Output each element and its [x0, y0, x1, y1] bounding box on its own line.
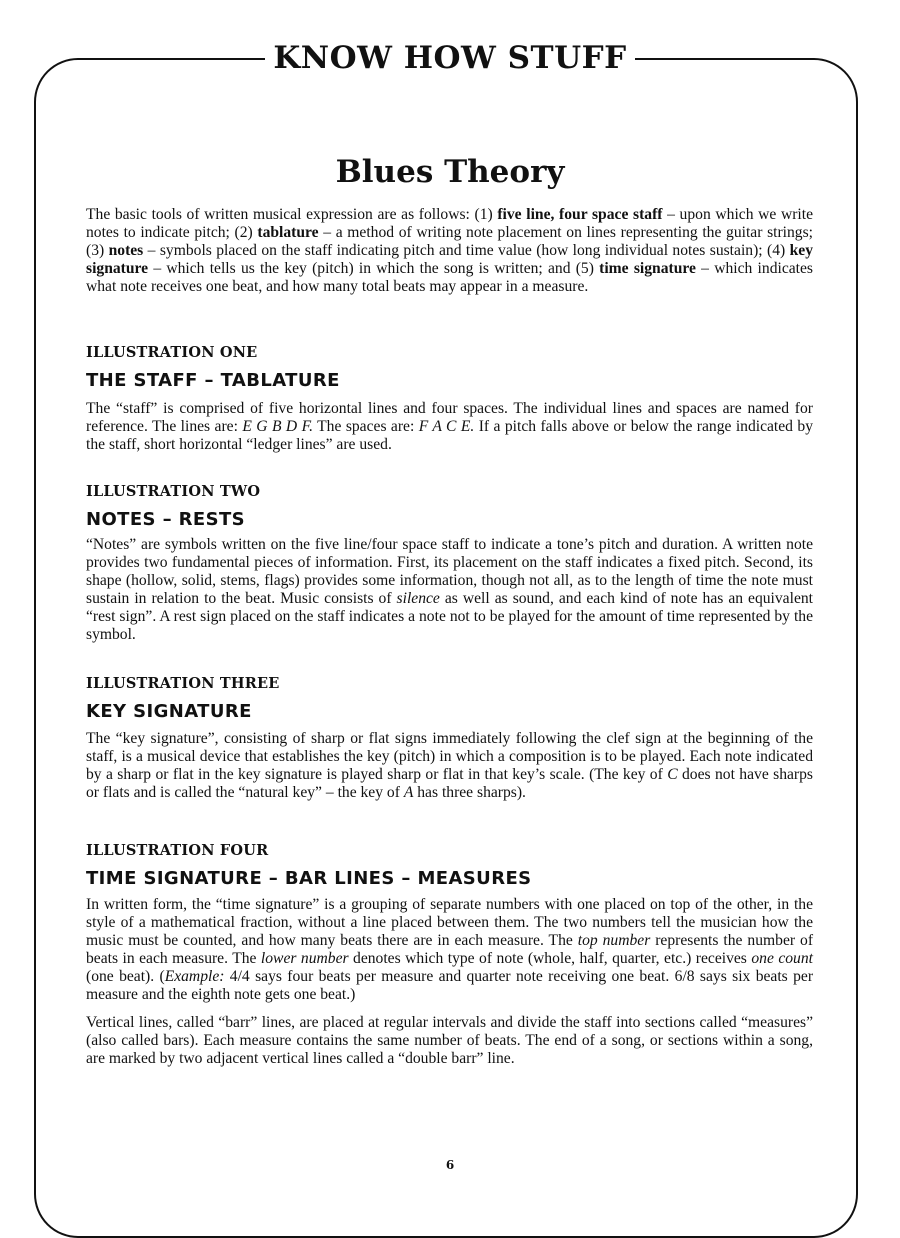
illustration-label: ILLUSTRATION FOUR: [86, 842, 269, 859]
section-heading: KEY SIGNATURE: [86, 701, 252, 722]
section-illustration-three: [86, 674, 813, 802]
document-title: Blues Theory: [335, 154, 565, 190]
page-number: 6: [445, 1158, 455, 1172]
illustration-label: ILLUSTRATION THREE: [86, 675, 280, 692]
section-paragraph-2: Vertical lines, called “barr” lines, are placed at regular intervals and divide the staff into sections called “measures” (also called bars). Each measure contains the same number of beats. The end of a song, or sections within a song, are marked by two adjacent vertical lines called a “double barr” line.: [86, 1014, 813, 1067]
section-heading: NOTES – RESTS: [86, 509, 245, 530]
header-title: KNOW HOW STUFF: [0, 36, 900, 80]
section-illustration-one: [86, 343, 813, 454]
illustration-label: ILLUSTRATION TWO: [86, 483, 261, 500]
section-heading: THE STAFF – TABLATURE: [86, 370, 340, 391]
illustration-label: ILLUSTRATION ONE: [86, 344, 258, 361]
intro-paragraph: The basic tools of written musical expression are as follows: (1) five line, four space staff – upon which we write notes to indicate pitch; (2) tablature – a method of writing note placement on lines representing the guitar strings; (3) notes – symbols placed on the staff indicating pitch and time value (how long individual notes sustain); (4) key signature – which tells us the key (pitch) in which the song is written; and (5) time signature – which indicates what note receives one beat, and how many total beats may appear in a measure.: [86, 206, 813, 295]
section-illustration-four: [86, 841, 813, 1068]
section-paragraph: “Notes” are symbols written on the five line/four space staff to indicate a tone’s pitch and duration. A written note provides two fundamental pieces of information. First, its placement on the staff indicates a fixed pitch. Second, its shape (hollow, solid, stems, flags) provides some information, though not all, as to the length of time the note must sustain in relation to the beat. Music consists of silence as well as sound, and each kind of note has an equivalent “rest sign”. A rest sign placed on the staff indicates a note not to be played for the amount of time represented by the symbol.: [86, 536, 813, 643]
section-heading: TIME SIGNATURE – BAR LINES – MEASURES: [86, 868, 532, 889]
section-paragraph: In written form, the “time signature” is a grouping of separate numbers with one placed on top of the other, in the style of a mathematical fraction, without a line placed between them. The two numbers tell the musician how the music must be counted, and how many beats there are in each measure. The top number represents the number of beats in each measure. The lower number denotes which type of note (whole, half, quarter, etc.) receives one count (one beat). (Example: 4/4 says four beats per measure and quarter note receiving one beat. 6/8 says six beats per measure and the eighth note gets one beat.): [86, 896, 814, 1003]
section-paragraph: The “staff” is comprised of five horizontal lines and four spaces. The individual lines and spaces are named for reference. The lines are: E G B D F. The spaces are: F A C E. If a pitch falls above or below the range indicated by the staff, short horizontal “ledger lines” are used.: [86, 400, 813, 453]
intro-section: [86, 206, 813, 296]
section-illustration-two: [86, 482, 813, 644]
section-paragraph: The “key signature”, consisting of sharp or flat signs immediately following the clef sign at the beginning of the staff, is a musical device that establishes the key (pitch) in which a composition is to be played. Each note indicated by a sharp or flat in the key signature is played sharp or flat in that key’s scale. (The key of C does not have sharps or flats and is called the “natural key” – the key of A has three sharps).: [86, 730, 813, 801]
